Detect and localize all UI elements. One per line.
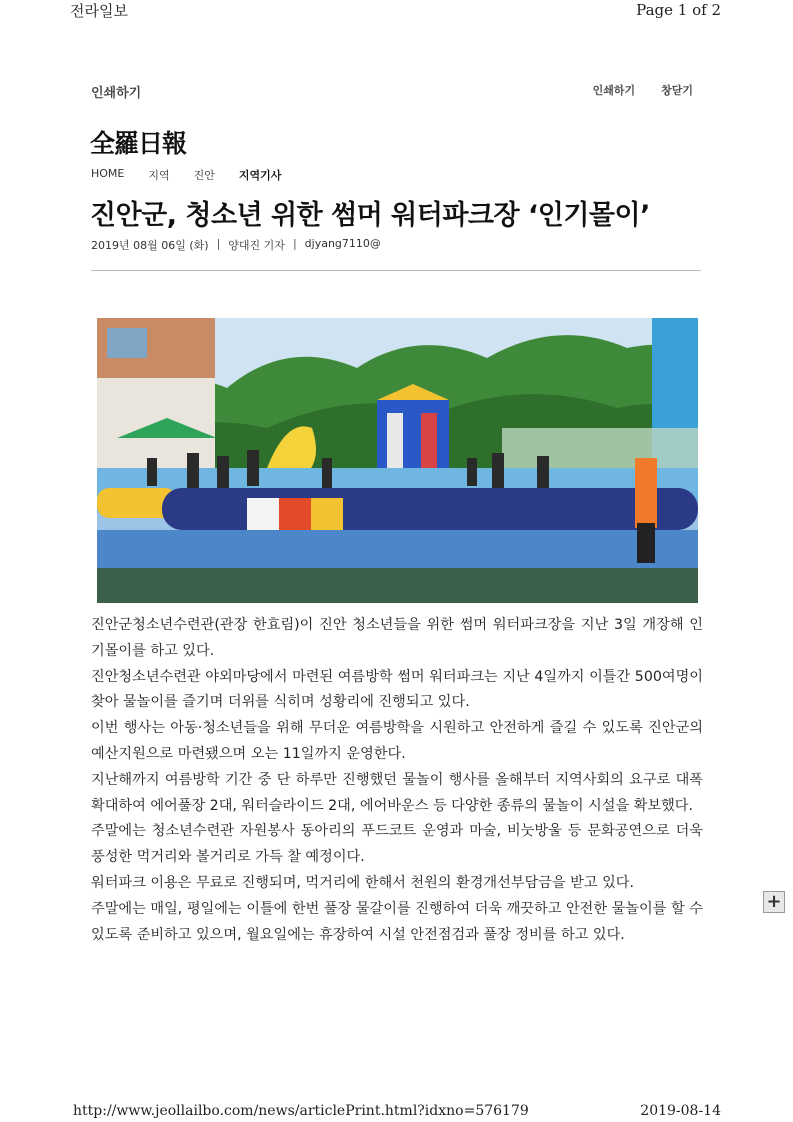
newspaper-logo: 全羅日報 bbox=[90, 129, 187, 158]
meta-separator: | bbox=[216, 237, 221, 250]
photo-zoom-button[interactable] bbox=[763, 891, 785, 913]
breadcrumb-region[interactable]: 지역 bbox=[148, 169, 170, 182]
breadcrumb-home[interactable]: HOME bbox=[91, 167, 125, 180]
page-header-source: 전라일보 bbox=[70, 2, 128, 20]
article-headline: 진안군, 청소년 위한 썸머 워터파크장 ‘인기몰이’ bbox=[90, 200, 650, 231]
plus-icon: + bbox=[766, 891, 782, 912]
top-links bbox=[593, 82, 693, 98]
article-date: 2019년 08월 06일 (화) bbox=[91, 239, 209, 252]
meta-separator: | bbox=[292, 237, 297, 250]
article-paragraph: 이번 행사는 아동·청소년들을 위해 무더운 여름방학을 시원하고 안전하게 즐길 수 있도록 진안군의 예산지원으로 마련됐으며 오는 11일까지 운영한다. bbox=[91, 720, 703, 762]
close-window-link[interactable]: 창닫기 bbox=[661, 84, 693, 97]
page-header-number: Page 1 of 2 bbox=[636, 1, 721, 19]
article-author: 양대진 기자 bbox=[228, 239, 285, 252]
page-footer-url: http://www.jeollailbo.com/news/articlePrint.html?idxno=576179 bbox=[73, 1103, 529, 1119]
headline-divider bbox=[91, 270, 701, 271]
article-paragraph: 주말에는 청소년수련관 자원봉사 동아리의 푸드코트 운영과 마술, 비눗방울 등 문화공연으로 더욱 풍성한 먹거리와 볼거리로 가득 찰 예정이다. bbox=[91, 823, 703, 866]
article-paragraph: 주말에는 매일, 평일에는 이틀에 한번 풀장 물갈이를 진행하여 더욱 깨끗하고 안전한 물놀이를 할 수 있도록 준비하고 있으며, 월요일에는 휴장하여 시설 안전점검과 풀장 정비를 하고 있다. bbox=[91, 900, 703, 943]
water-park-photo-illustration bbox=[97, 318, 698, 603]
article-paragraph: 진안군청소년수련관(관장 한효림)이 진안 청소년들을 위한 썸머 워터파크장을 지난 3일 개장해 인기몰이를 하고 있다. bbox=[91, 617, 703, 659]
print-label: 인쇄하기 bbox=[91, 86, 142, 101]
print-link[interactable]: 인쇄하기 bbox=[592, 84, 636, 97]
article-email[interactable]: djyang7110@ bbox=[304, 237, 381, 250]
article-paragraph: 워터파크 이용은 무료로 진행되며, 먹거리에 한해서 천원의 환경개선부담금을 받고 있다. bbox=[91, 874, 634, 891]
article-body bbox=[91, 613, 703, 948]
article-paragraph: 지난해까지 여름방학 기간 중 단 하루만 진행했던 물놀이 행사를 올해부터 지역사회의 요구로 대폭 확대하여 에어풀장 2대, 워터슬라이드 2대, 에어바운스 등 다양한 종류의 물놀이 시설을 확보했다. bbox=[91, 771, 703, 814]
article-meta bbox=[91, 237, 381, 253]
breadcrumb-jinan[interactable]: 진안 bbox=[193, 169, 215, 182]
article-paragraph: 진안청소년수련관 야외마당에서 마련된 여름방학 썸머 워터파크는 지난 4일까지 이틀간 500여명이 찾아 물놀이를 즐기며 더위를 식히며 성황리에 진행되고 있다. bbox=[91, 668, 703, 711]
breadcrumb-local-news[interactable]: 지역기사 bbox=[238, 169, 282, 182]
breadcrumb bbox=[91, 167, 281, 183]
page-footer-date: 2019-08-14 bbox=[640, 1103, 721, 1119]
